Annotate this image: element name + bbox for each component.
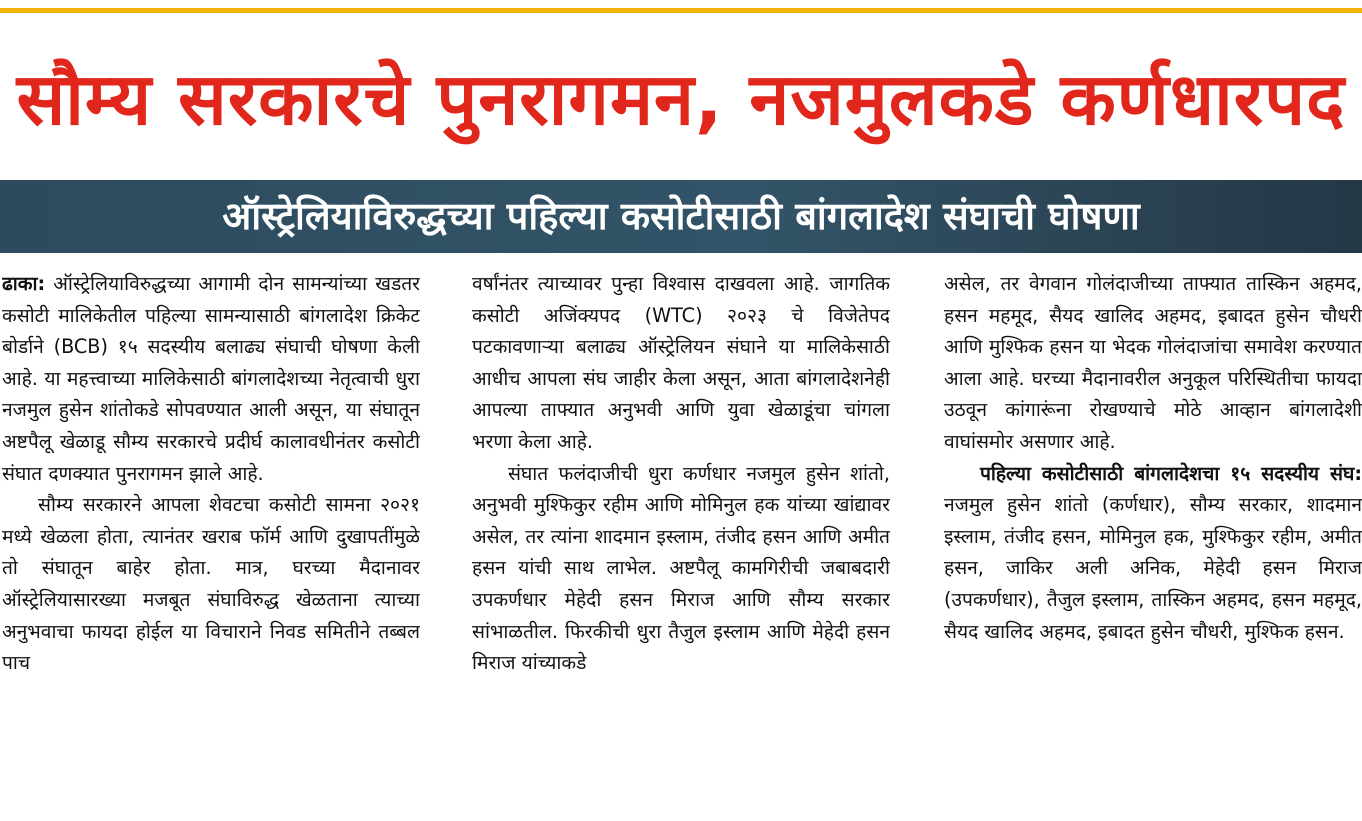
lead-paragraph: [2, 268, 420, 489]
subheadline-band: [0, 180, 1362, 253]
squad-paragraph: [944, 458, 1362, 648]
paragraph-3-end: असेल, तर वेगवान गोलंदाजीच्या ताफ्यात तास्किन अहमद, हसन महमूद, सैयद खालिद अहमद, इबादत हुसेन चौधरी आणि मुश्फिक हसन या भेदक गोलंदाजांचा समावेश करण्यात आला आहे. घरच्या मैदानावरील अनुकूल परिस्थितीचा फायदा उठवून कांगारूंना रोखण्याचे मोठे आव्हान बांगलादेशी वाघांसमोर असणार आहे.: [944, 272, 1362, 453]
paragraph-3-start: संघात फलंदाजीची धुरा कर्णधार नजमुल हुसेन शांतो, अनुभवी मुश्फिकुर रहीम आणि मोमिनुल हक यांच्या खांद्यावर असेल, तर त्यांना शादमान इस्लाम, तंजीद हसन आणि अमीत हसन यांची साथ लाभेल. अष्टपैलू कामगिरीची जबाबदारी उपकर्णधार मेहेदी हसन मिराज आणि सौम्य सरकार सांभाळतील. फिरकीची धुरा तैजुल इस्लाम आणि मेहेदी हसन मिराज यांच्याकडे: [472, 461, 890, 675]
accent-rule: [0, 8, 1362, 13]
paragraph-1-text: ऑस्ट्रेलियाविरुद्धच्या आगामी दोन सामन्यांच्या खडतर कसोटी मालिकेतील पहिल्या सामन्यासाठी बांगलादेश क्रिकेट बोर्डाने (BCB) १५ सदस्यीय बलाढ्य संघाची घोषणा केली आहे. या महत्त्वाच्या मालिकेसाठी बांगलादेशच्या नेतृत्वाची धुरा नजमुल हुसेन शांतोकडे सोपवण्यात आली असून, या संघातून अष्टपैलू खेळाडू सौम्य सरकारचे प्रदीर्घ कालावधीनंतर कसोटी संघात दणक्यात पुनरागमन झाले आहे.: [2, 272, 420, 485]
subheadline: ऑस्ट्रेलियाविरुद्धच्या पहिल्या कसोटीसाठी बांगलादेश संघाची घोषणा: [222, 194, 1140, 238]
paragraph-2-end: वर्षांनंतर त्याच्यावर पुन्हा विश्वास दाखवला आहे. जागतिक कसोटी अजिंक्यपद (WTC) २०२३ चे विजेतेपद पटकावणाऱ्या बलाढ्य ऑस्ट्रेलियन संघाने या मालिकेसाठी आधीच आपला संघ जाहीर केला असून, आता बांगलादेशनेही आपल्या ताफ्यात अनुभवी आणि युवा खेळाडूंचा चांगला भरणा केला आहे.: [472, 272, 890, 453]
dateline: ढाका:: [2, 272, 46, 295]
squad-label: पहिल्या कसोटीसाठी बांगलादेशचा १५ सदस्यीय संघ:: [980, 461, 1362, 485]
article-column-2: [472, 268, 890, 816]
article-column-3: [944, 268, 1362, 816]
headline: सौम्य सरकारचे पुनरागमन, नजमुलकडे कर्णधारपद: [16, 57, 1346, 141]
top-rule: [0, 0, 1362, 17]
paragraph-2-start: सौम्य सरकारने आपला शेवटचा कसोटी सामना २०२१ मध्ये खेळला होता, त्यानंतर खराब फॉर्म आणि दुखापतींमुळे तो संघातून बाहेर होता. मात्र, घरच्या मैदानावर ऑस्ट्रेलियासारख्या मजबूत संघाविरुद्ध खेळताना त्याच्या अनुभवाचा फायदा होईल या विचाराने निवड समितीने तब्बल पाच: [2, 493, 420, 675]
article-column-1: [2, 268, 420, 816]
squad-list: नजमुल हुसेन शांतो (कर्णधार), सौम्य सरकार, शादमान इस्लाम, तंजीद हसन, मोमिनुल हक, मुश्फिकुर रहीम, अमीत हसन, जाकिर अली अनिक, मेहेदी हसन मिराज (उपकर्णधार), तैजुल इस्लाम, तास्किन अहमद, हसन महमूद, सैयद खालिद अहमद, इबादत हुसेन चौधरी, मुश्फिक हसन.: [944, 493, 1362, 643]
